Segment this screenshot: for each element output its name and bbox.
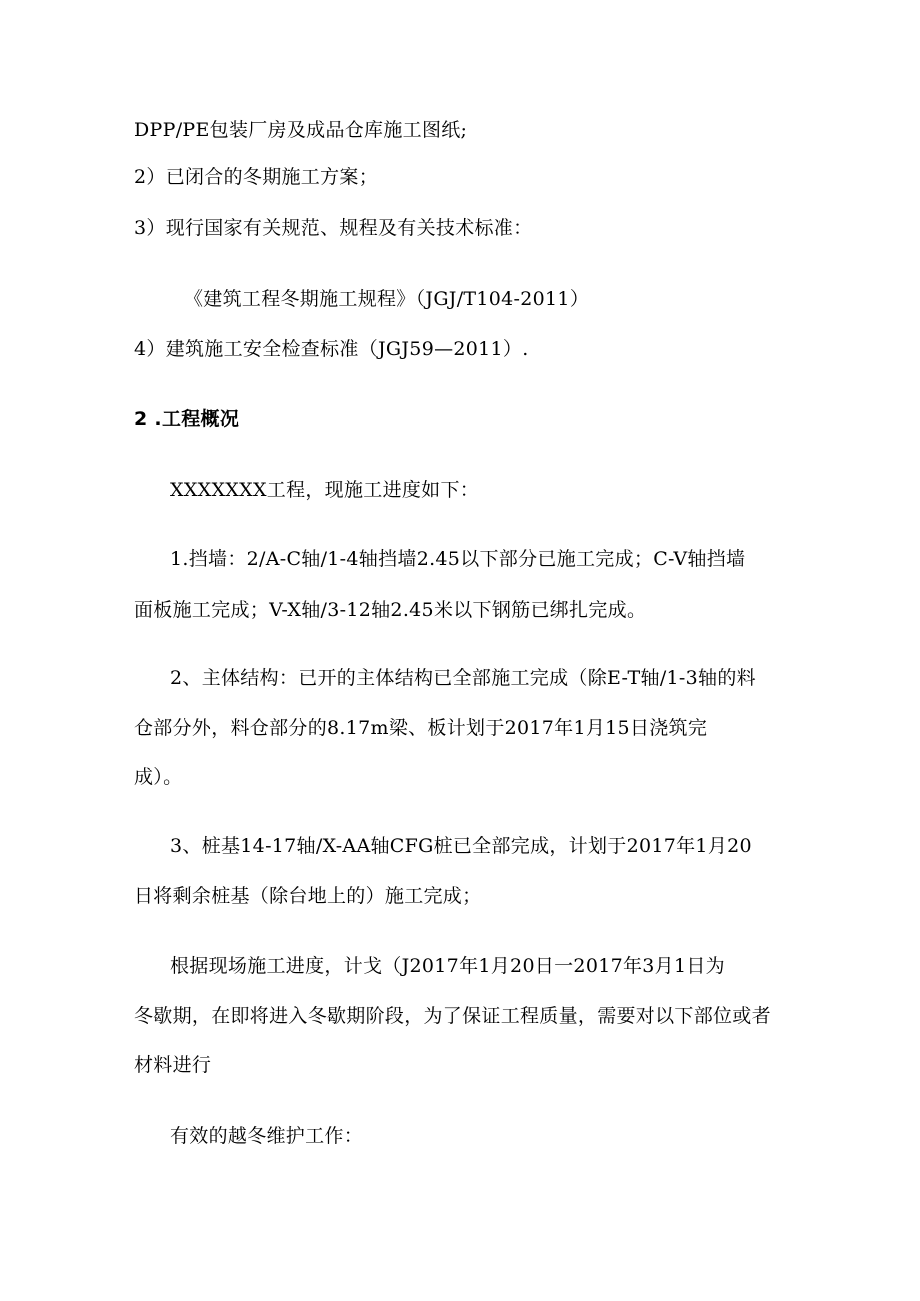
progress-item-3-line-2: 日将剩余桩基（除台地上的）施工完成； [134, 885, 482, 907]
progress-item-2-line-3: 成）。 [134, 766, 183, 788]
winter-maintenance-line: 有效的越冬维护工作： [170, 1125, 364, 1147]
reference-drawings-line: DPP/PE包装厂房及成品仓库施工图纸; [134, 119, 468, 141]
reference-item-3: 3）现行国家有关规范、规程及有关技术标准： [134, 217, 533, 239]
reference-item-2: 2）已闭合的冬期施工方案； [134, 166, 378, 188]
progress-item-1-line-1: 1.挡墙：2/A-C轴/1-4轴挡墙2.45以下部分已施工完成；C-V轴挡墙 [170, 548, 746, 570]
reference-standard-title: 《建筑工程冬期施工规程》（JGJ/T104-2011） [184, 288, 590, 310]
progress-item-2-line-1: 2、主体结构：已开的主体结构已全部施工完成（除E-T轴/1-3轴的料 [170, 667, 756, 689]
progress-item-1-line-2: 面板施工完成；V-X轴/3-12轴2.45米以下钢筋已绑扎完成。 [134, 599, 647, 621]
progress-item-2-line-2: 仓部分外，料仓部分的8.17m梁、板计划于2017年1月15日浇筑完 [134, 717, 708, 739]
winter-plan-line-2: 冬歇期，在即将进入冬歇期阶段，为了保证工程质量，需要对以下部位或者 [134, 1005, 771, 1027]
winter-plan-line-1: 根据现场施工进度，计戈（J2017年1月20日一2017年3月1日为 [170, 955, 725, 977]
winter-plan-line-3: 材料进行 [134, 1054, 212, 1076]
overview-intro: XXXXXXX工程，现施工进度如下： [170, 479, 480, 501]
section-heading-project-overview: 2 .工程概况 [134, 408, 240, 430]
reference-item-4: 4）建筑施工安全检查标准（JGJ59—2011）. [134, 338, 529, 360]
progress-item-3-line-1: 3、桩基14-17轴/X-AA轴CFG桩已全部完成，计划于2017年1月20 [170, 835, 752, 857]
